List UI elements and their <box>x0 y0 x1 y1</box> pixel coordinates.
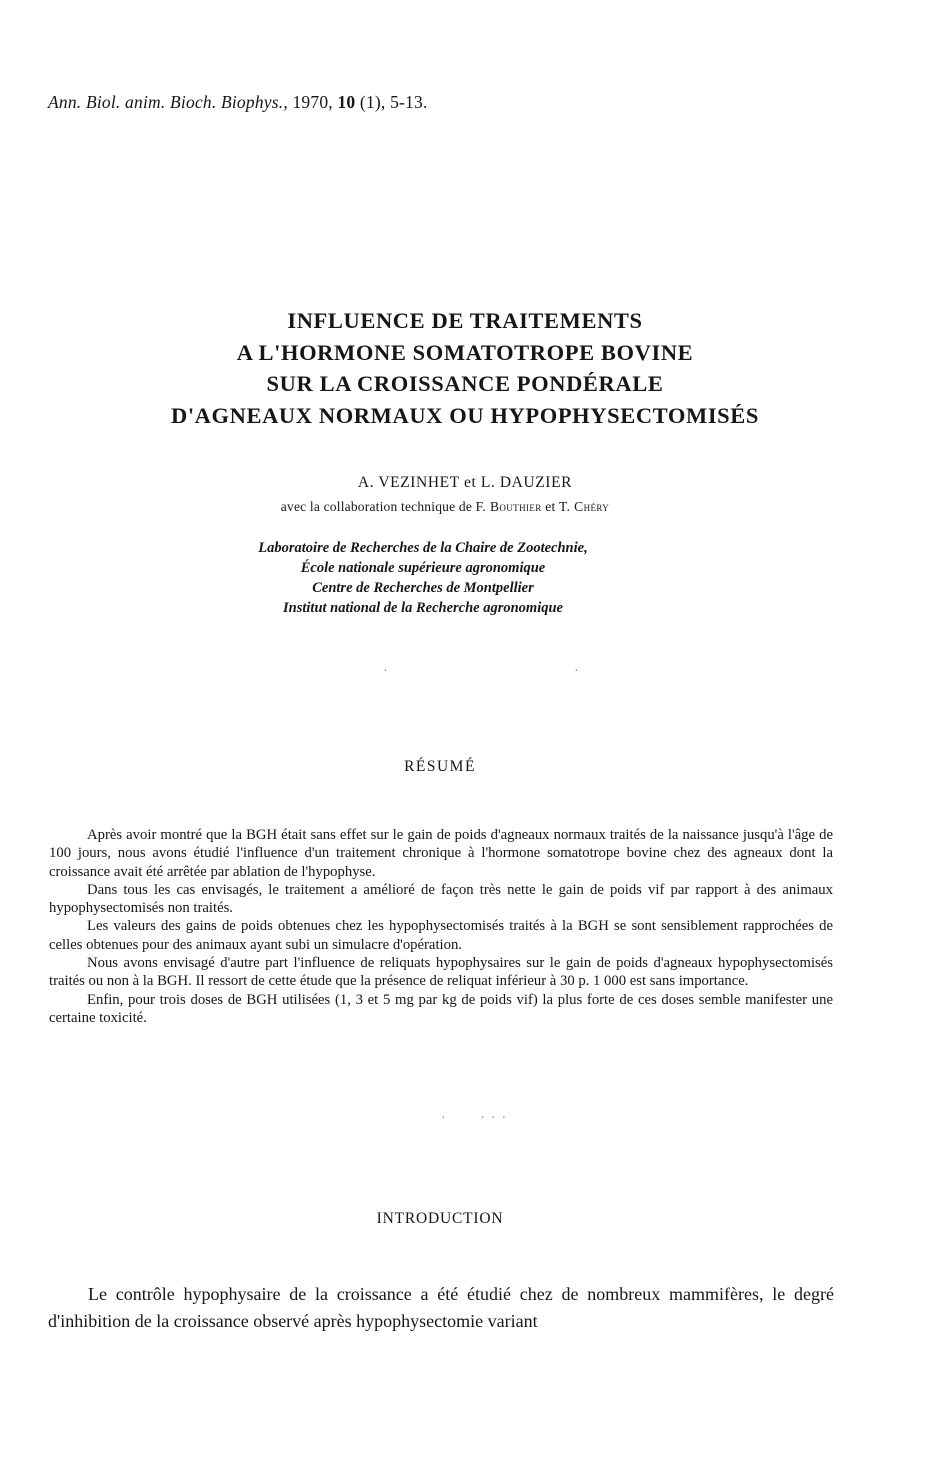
introduction-heading: INTRODUCTION <box>376 1210 504 1227</box>
title-line: A L'HORMONE SOMATOTROPE BOVINE <box>236 339 694 365</box>
affiliation-line: Institut national de la Recherche agronomique <box>283 600 563 616</box>
resume-heading: RÉSUMÉ <box>404 758 476 775</box>
collaboration-prefix: avec la collaboration technique de <box>280 499 473 514</box>
title-line: D'AGNEAUX NORMAUX OU HYPOPHYSECTOMISÉS <box>170 402 760 428</box>
collaboration-conjunction: et <box>545 499 556 514</box>
resume-paragraph: Nous avons envisagé d'autre part l'influence de reliquats hypophysaires sur le gain de poids d'agneaux hypophysectomisés traités ou non à la BGH. Il ressort de cette étude que la présence de reliquat inférieur à 30 p. 1 000 est sans importance. <box>49 955 833 990</box>
affiliation <box>0 538 846 618</box>
resume-paragraph: Dans tous les cas envisagés, le traitement a amélioré de façon très nette le gain de poids vif par rapport à des animaux hypophysectomisés non traités. <box>49 881 833 917</box>
journal-citation <box>48 92 428 113</box>
resume-body <box>49 826 833 1027</box>
journal-name: Ann. Biol. anim. Bioch. Biophys., <box>48 92 288 112</box>
citation-pages: (1), 5-13. <box>359 92 428 112</box>
citation-year: 1970, <box>292 92 333 112</box>
resume-paragraph: Après avoir montré que la BGH était sans effet sur le gain de poids d'agneaux normaux traités de la naissance jusqu'à l'âge de 100 jours, nous avons étudié l'influence d'un traitement chronique à l'hormone somatotrope bovine chez des agneaux dont la croissance avait été arrêtée par ablation de l'hypophyse. <box>49 827 833 880</box>
resume-paragraph: Enfin, pour trois doses de BGH utilisées (1, 3 et 5 mg par kg de poids vif) la plus forte de ces doses semble manifester une certaine toxicité. <box>49 991 833 1026</box>
collaborator-name: T. Chéry <box>558 499 610 514</box>
article-title <box>60 305 870 431</box>
separator-dots: · · <box>383 664 585 679</box>
collaborator-name: F. Bouthier <box>475 499 542 514</box>
affiliation-line: Centre de Recherches de Montpellier <box>312 580 534 596</box>
authors: A. VEZINHET et L. DAUZIER <box>357 474 573 491</box>
separator-dots: · ··· <box>441 1111 513 1126</box>
resume-paragraph: Les valeurs des gains de poids obtenues chez les hypophysectomisés traités à la BGH se sont sensiblement rapprochées de celles obtenues pour des animaux ayant subi un simulacre d'opération. <box>49 918 833 953</box>
title-line: INFLUENCE DE TRAITEMENTS <box>287 308 643 333</box>
affiliation-line: École nationale supérieure agronomique <box>300 560 546 576</box>
title-line: SUR LA CROISSANCE PONDÉRALE <box>266 371 664 396</box>
affiliation-line: Laboratoire de Recherches de la Chaire de Zootechnie, <box>258 540 588 556</box>
technical-collaboration <box>0 499 890 515</box>
citation-volume: 10 <box>337 92 356 112</box>
introduction-paragraph: Le contrôle hypophysaire de la croissance a été étudié chez de nombreux mammifères, le degré d'inhibition de la croissance observé après hypophysectomie variant <box>48 1284 834 1331</box>
